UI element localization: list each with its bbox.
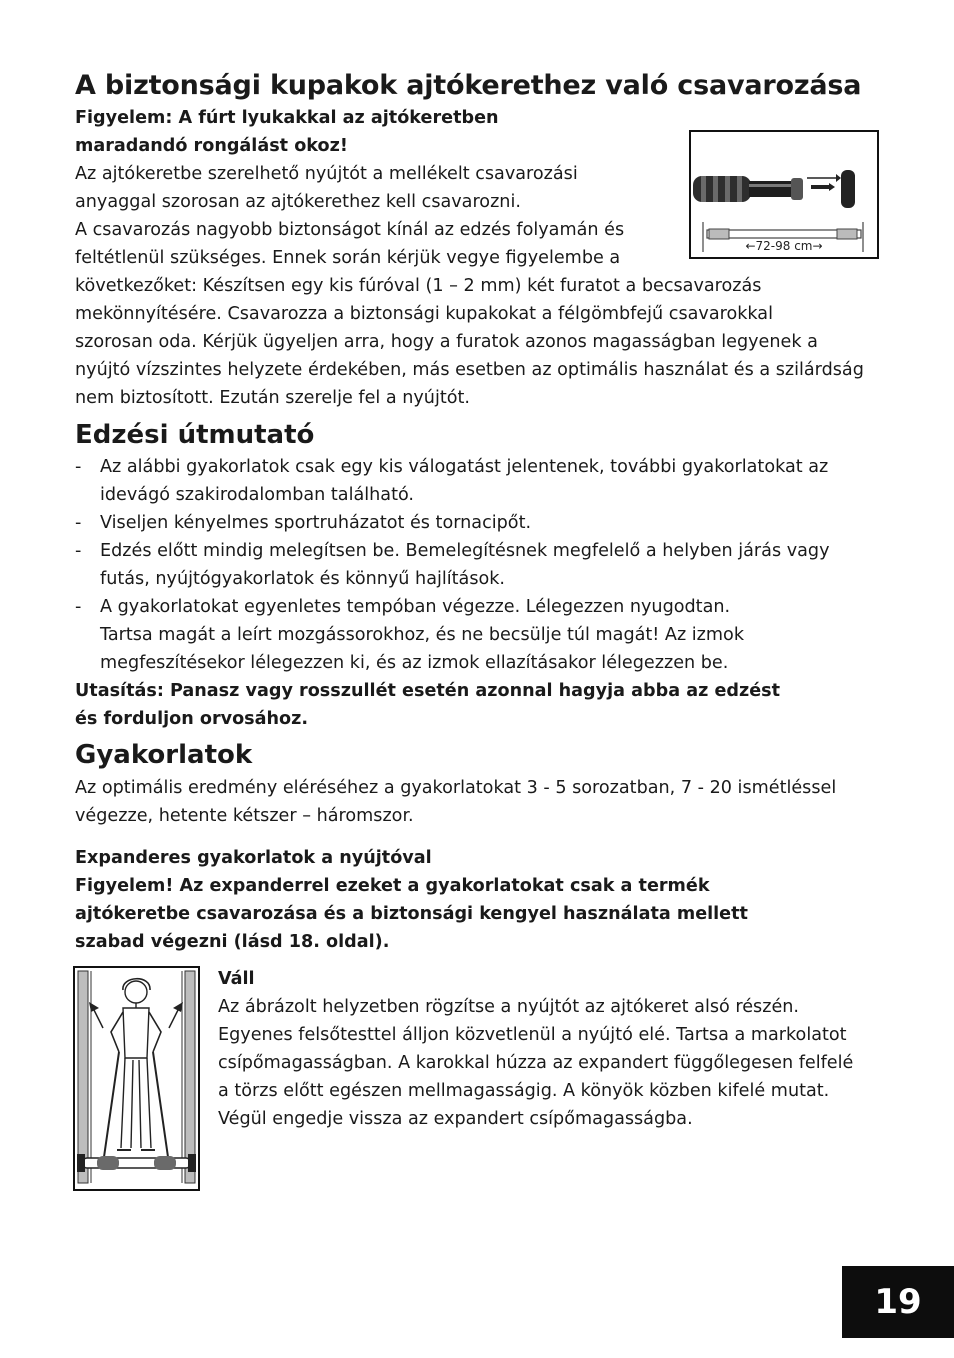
warning-line-1: Figyelem: A fúrt lyukakkal az ajtókeretben bbox=[75, 108, 499, 128]
pullup-bar-figure bbox=[689, 130, 879, 259]
bullet-line: Az alábbi gyakorlatok csak egy kis válogatást jelentenek, további gyakorlatokat az bbox=[100, 457, 829, 477]
body-line: Az ajtókeretbe szerelhető nyújtót a mellékelt csavarozási bbox=[75, 164, 578, 184]
exercise-name: Váll bbox=[218, 969, 255, 989]
instruction-line-1: Utasítás: Panasz vagy rosszullét esetén azonnal hagyja abba az edzést bbox=[75, 681, 781, 701]
body-line: mekönnyítésére. Csavarozza a biztonsági kupakokat a félgömbfejű csavarokkal bbox=[75, 304, 773, 324]
body-line: nyújtó vízszintes helyzete érdekében, más esetben az optimális használat és a szilárdság bbox=[75, 360, 864, 380]
intro-line-1: Az optimális eredmény eléréséhez a gyakorlatokat 3 - 5 sorozatban, 7 - 20 ismétléssel bbox=[75, 778, 837, 798]
list-item bbox=[75, 537, 885, 593]
expander-subtitle: Expanderes gyakorlatok a nyújtóval bbox=[75, 848, 432, 868]
body-line: anyaggal szorosan az ajtókerethez kell csavarozni. bbox=[75, 192, 521, 212]
exercise-line: csípőmagasságban. A karokkal húzza az expandert függőlegesen felfelé bbox=[218, 1053, 854, 1073]
expander-warning-line: szabad végezni (lásd 18. oldal). bbox=[75, 932, 390, 952]
bullet-line: idevágó szakirodalomban található. bbox=[100, 485, 415, 505]
dash-bullet: - bbox=[75, 457, 82, 477]
shoulder-exercise-figure bbox=[73, 966, 200, 1191]
bullet-line: Viseljen kényelmes sportruházatot és tornacipőt. bbox=[100, 513, 532, 533]
section-title-training-guide: Edzési útmutató bbox=[75, 420, 315, 450]
exercise-line: Végül engedje vissza az expandert csípőmagasságba. bbox=[218, 1109, 693, 1129]
exercise-line: Egyenes felsőtesttel álljon közvetlenül a nyújtó elé. Tartsa a markolatot bbox=[218, 1025, 847, 1045]
dash-bullet: - bbox=[75, 541, 82, 561]
dimension-label: ←72-98 cm→ bbox=[745, 239, 823, 253]
bullet-line: futás, nyújtógyakorlatok és könnyű hajlítások. bbox=[100, 569, 506, 589]
intro-line-2: végezze, hetente kétszer – háromszor. bbox=[75, 806, 414, 826]
warning-line-2: maradandó rongálást okoz! bbox=[75, 136, 348, 156]
body-line: nem biztosított. Ezután szerelje fel a nyújtót. bbox=[75, 388, 471, 408]
bullet-line: megfeszítésekor lélegezzen ki, és az izmok ellazításakor lélegezzen be. bbox=[100, 653, 729, 673]
bullet-line: Tartsa magát a leírt mozgássorokhoz, és ne becsülje túl magát! Az izmok bbox=[100, 625, 745, 645]
bullet-line: A gyakorlatokat egyenletes tempóban végezze. Lélegezzen nyugodtan. bbox=[100, 597, 731, 617]
expander-warning-line: ajtókeretbe csavarozása és a biztonsági kengyel használata mellett bbox=[75, 904, 748, 924]
list-item bbox=[75, 593, 885, 677]
body-line: következőket: Készítsen egy kis fúróval (1 – 2 mm) két furatot a becsavarozás bbox=[75, 276, 762, 296]
expander-warning-line: Figyelem! Az expanderrel ezeket a gyakorlatokat csak a termék bbox=[75, 876, 710, 896]
training-bullet-list bbox=[75, 453, 885, 677]
dash-bullet: - bbox=[75, 513, 82, 533]
dash-bullet: - bbox=[75, 597, 82, 617]
section-title-exercises: Gyakorlatok bbox=[75, 740, 253, 770]
body-line: A csavarozás nagyobb biztonságot kínál az edzés folyamán és bbox=[75, 220, 625, 240]
exercise-line: Az ábrázolt helyzetben rögzítse a nyújtót az ajtókeret alsó részén. bbox=[218, 997, 800, 1017]
page-number: 19 bbox=[842, 1266, 954, 1338]
body-line: szorosan oda. Kérjük ügyeljen arra, hogy a furatok azonos magasságban legyenek a bbox=[75, 332, 818, 352]
list-item bbox=[75, 453, 885, 509]
bullet-line: Edzés előtt mindig melegítsen be. Bemelegítésnek megfelelő a helyben járás vagy bbox=[100, 541, 830, 561]
instruction-line-2: és forduljon orvosához. bbox=[75, 709, 309, 729]
body-line: feltétlenül szükséges. Ennek során kérjük vegye figyelembe a bbox=[75, 248, 621, 268]
list-item bbox=[75, 509, 885, 537]
section-title-screwing: A biztonsági kupakok ajtókerethez való csavarozása bbox=[75, 70, 862, 101]
shoulder-exercise-illustration bbox=[75, 968, 198, 1189]
exercise-line: a törzs előtt egészen mellmagasságig. A könyök közben kifelé mutat. bbox=[218, 1081, 830, 1101]
